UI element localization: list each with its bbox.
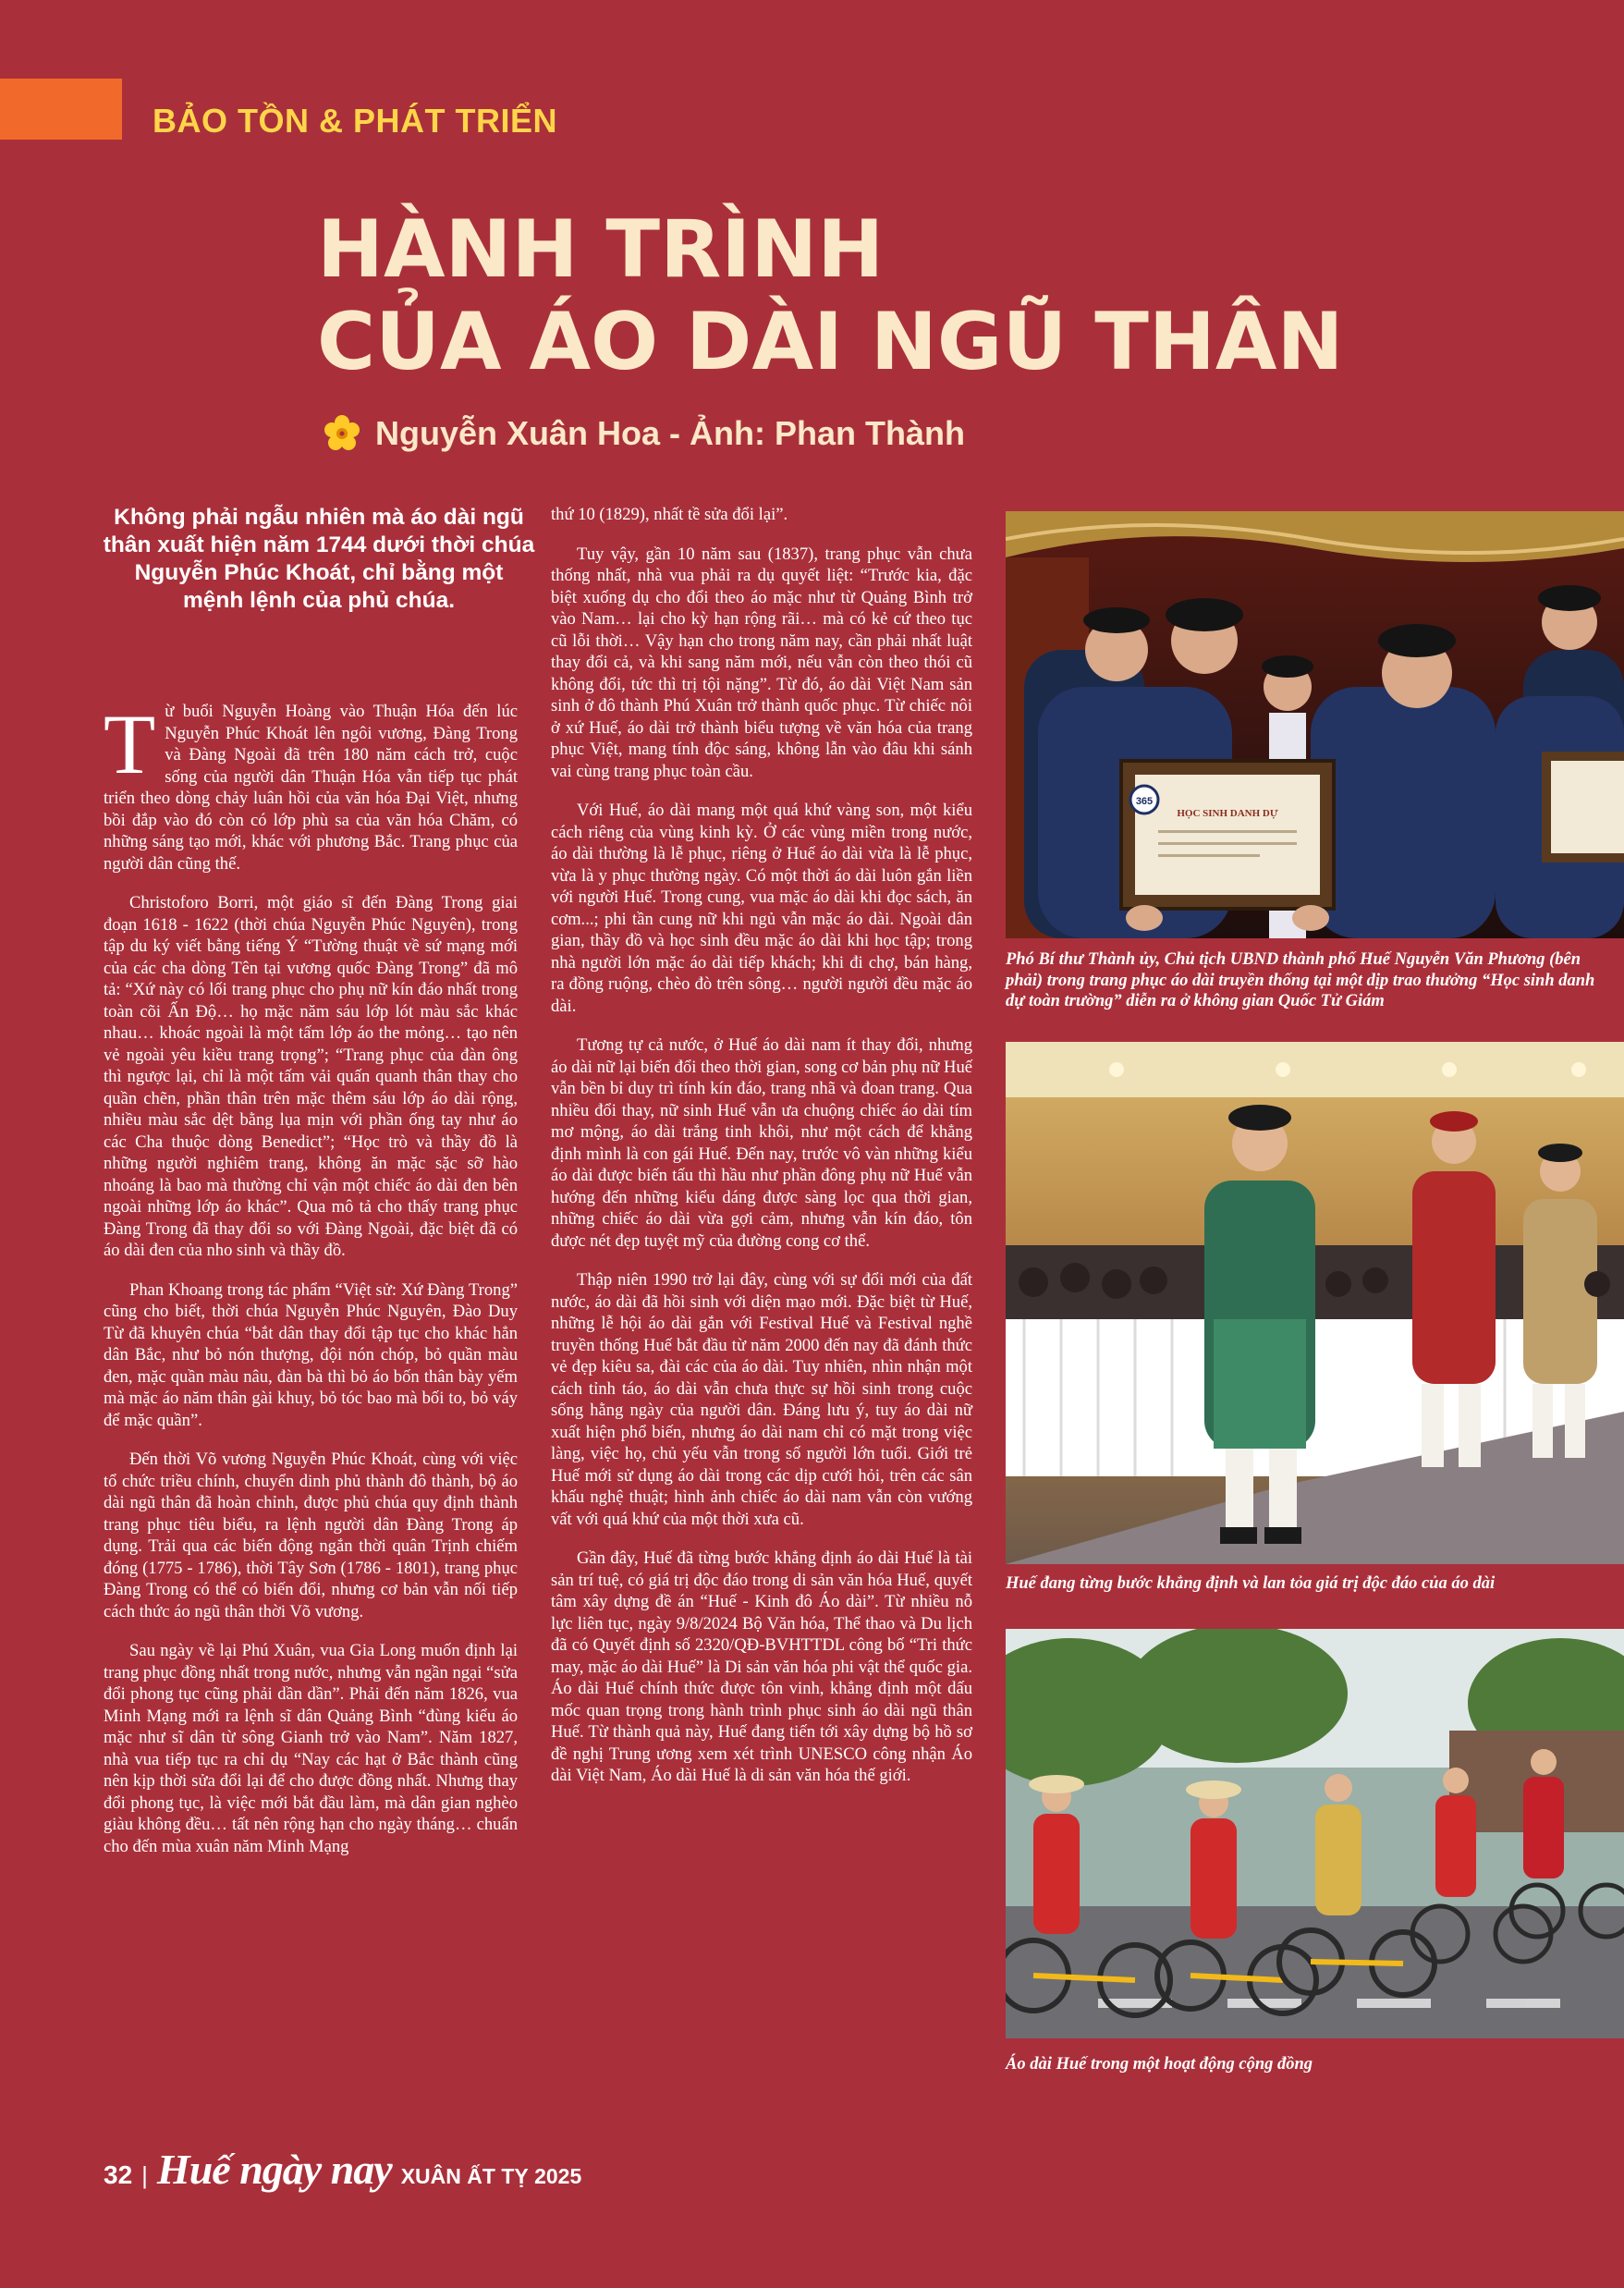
paragraph: Đến thời Võ vương Nguyễn Phúc Khoát, cùng với việc tổ chức triều chính, chuyển dinh phủ thành đô thành, bộ áo dài ngũ thân đã hoàn chỉnh, được phủ chúa quy định thành trang phục tiêu biểu, ra lệnh người dân Đàng Trong áp dụng. Trải qua các biến động ngắn thời quân Trịnh chiếm đóng (1775 - 1786), thời Tây Sơn (1786 - 1801), trang phục Đàng Trong có thể có biến đổi, nhưng cơ bản vẫn nối tiếp cách thức áo ngũ thân thời Võ vương.: [104, 1450, 518, 1621]
paragraph: Tuy vậy, gần 10 năm sau (1837), trang phục vẫn chưa thống nhất, nhà vua phải ra dụ quyết liệt: “Trước kia, đặc biệt xuống dụ cho đổi theo áo mặc như từ Quảng Bình trở vào Nam… lại cho kỳ hạn rộng rãi… mà có kẻ cứ theo tục cũ lỗi thời… Vậy hạn cho trong năm nay, cần phải nhất luật thay đổi cả, và khi sang năm mới, nếu vẫn còn theo thói cũ không đổi, tức thì trị tội nặng”. Từ đó, áo dài Việt Nam sản sinh ở đô thành Phú Xuân trở thành quốc phục. Từ chiếc nôi ở xứ Huế, áo dài trở thành biểu tượng về văn hóa của trang phục Việt, mang tính độc sáng, không lẫn vào đâu khi sánh vai cùng trang phục toàn cầu.: [551, 544, 972, 781]
paragraph: Phan Khoang trong tác phẩm “Việt sử: Xứ Đàng Trong” cũng cho biết, thời chúa Nguyễn Phúc Nguyên, Đào Duy Từ đã khuyên chúa “bắt dân thay đổi tập tục cho khác hẳn dân Bắc, như bỏ nón thượng, đội nón chóp, bỏ quần màu đen, mặc quần màu nâu, đàn bà thì bỏ áo bốn thân bày yếm mà mặc áo năm thân gài khuy, bỏ tóc bao mà bối to, bỏ váy để mặc quần”.: [104, 1279, 518, 1430]
title-line-2: CỦA ÁO DÀI NGŨ THÂN: [317, 296, 1344, 388]
paragraph: Với Huế, áo dài mang một quá khứ vàng son, một kiểu cách riêng của vùng kinh kỳ. Ở các vùng miền trong nước, áo dài thường là lễ phục, riêng ở Huế áo dài vừa là lễ phục, vừa là y phục thường ngày. Có một thời áo dài luôn gắn liền với người Huế. Trong cung, vua mặc áo dài khi đọc sách, ăn cơm...; phi tần cung nữ khi ngủ vẫn mặc áo dài. Ngoài dân gian, thầy đồ và học sinh đều mặc áo dài khi học tập; trong nhà người lớn mặc áo dài tiếp khách; khi đi chợ, bán hàng, ra đồng ruộng, chèo đò trên sông… người người đều mặc áo dài.: [551, 801, 972, 1016]
drop-cap: T: [104, 697, 156, 791]
section-marker-bar: [0, 79, 122, 140]
paragraph: [104, 697, 518, 875]
apricot-flower-icon: [324, 415, 360, 452]
photo-caption-3: Áo dài Huế trong một hoạt động cộng đồng: [1006, 2055, 1313, 2074]
magazine-logo: Huế ngày nay: [156, 2146, 392, 2193]
article-column-1: [104, 697, 518, 1875]
issue-label: XUÂN ẤT TỴ 2025: [400, 2164, 582, 2188]
certificate-title: HỌC SINH DANH DỰ: [1177, 808, 1278, 819]
section-label: BẢO TỒN & PHÁT TRIỂN: [153, 102, 557, 140]
paragraph: thứ 10 (1829), nhất tề sửa đổi lại”.: [551, 505, 788, 524]
photo-cycling-parade: [1006, 1629, 1624, 2038]
page-number: 32: [104, 2160, 133, 2189]
article-title: [317, 203, 1472, 388]
photo-caption-1: Phó Bí thư Thành ủy, Chủ tịch UBND thành phố Huế Nguyễn Văn Phương (bên phải) trong trang phục áo dài truyền thống tại một dịp trao thưởng “Học sinh danh dự toàn trường” diễn ra ở không gian Quốc Tử Giám: [1006, 950, 1595, 1010]
article-column-2: [551, 504, 972, 1805]
lead-paragraph: Không phải ngẫu nhiên mà áo dài ngũ thân xuất hiện năm 1744 dưới thời chúa Nguyễn Phúc Khoát, chỉ bằng một mệnh lệnh của phủ chúa.: [103, 505, 535, 613]
byline: [324, 413, 965, 454]
paragraph: Thập niên 1990 trở lại đây, cùng với sự đổi mới của đất nước, áo dài đã hồi sinh với diện mạo mới. Đặc biệt từ Huế, những lễ hội áo dài gắn với Festival Huế và Festival nghề truyền thống Huế bắt đầu từ năm 2000 đến nay đã đánh thức vẻ đẹp kiêu sa, đài các của áo dài. Tuy nhiên, nhìn nhận một cách tỉnh táo, áo dài vẫn chưa thực sự hồi sinh trong cuộc sống hằng ngày của người dân. Đáng lưu ý, tuy áo dài nữ xuất hiện phổ biến, nhưng áo dài nam chỉ có mặt trong việc làng, việc họ, chủ yếu vẫn trong số người lớn tuổi. Giới trẻ Huế mới sử dụng áo dài trong các dịp cưới hỏi, trên các sân khấu nghệ thuật; hình ảnh chiếc áo dài nam vẫn còn vướng vất với quá khứ của một thời xưa cũ.: [551, 1270, 972, 1529]
paragraph: Gần đây, Huế đã từng bước khẳng định áo dài Huế là tài sản trí tuệ, có giá trị độc đáo trong di sản văn hóa Huế, quyết tâm xây dựng đề án “Huế - Kinh đô Áo dài”. Từ nhiều nỗ lực liên tục, ngày 9/8/2024 Bộ Văn hóa, Thể thao và Du lịch đã có Quyết định số 2320/QĐ-BVHTTDL công bố “Tri thức may, mặc áo dài Huế” là Di sản văn hóa phi vật thể quốc gia. Áo dài Huế chính thức được tôn vinh, khẳng định một dấu mốc quan trọng trong hành trình phục sinh áo dài ngũ thân Huế. Từ thành quả này, Huế đang tiến tới xây dựng bộ hồ sơ đề nghị Trung ương xem xét trình UNESCO công nhận Áo dài Việt Nam, Áo dài Huế là di sản văn hóa thế giới.: [551, 1548, 972, 1785]
footer-separator: |: [141, 2161, 148, 2189]
paragraph-text: ừ buổi Nguyễn Hoàng vào Thuận Hóa đến lúc Nguyễn Phúc Khoát lên ngôi vương, Đàng Trong và Đàng Ngoài đã trên 180 năm cách trở, cuộc sống của người dân Thuận Hóa vẫn tiếp tục phát triển theo dòng chảy luân hồi của văn hóa Đại Việt, nhưng bồi đắp vào đó còn có lớp phù sa của văn hóa Chăm, có những sáng tạo mới, khác với phương Bắc. Trang phục của người dân cũng thế.: [104, 702, 518, 874]
badge-number: 365: [1135, 796, 1154, 807]
photo-award-ceremony: [1006, 511, 1624, 938]
paragraph: Sau ngày về lại Phú Xuân, vua Gia Long muốn định lại trang phục đồng nhất trong nước, nhưng vẫn ngần ngại “sửa đổi phong tục cũng phải dần dần”. Phải đến năm 1826, vua Minh Mạng mới ra lệnh sĩ dân Quảng Bình “đùng kiểu áo mặc như sĩ dân từ sông Gianh trở vào Nam”. Năm 1827, nhà vua tiếp tục ra chỉ dụ “Nay các hạt ở Bắc thành cũng nên kịp thời sửa đổi lại để cho được đồng nhất. Nhưng thay đổi phong tục, là việc mới bắt đầu làm, mà dân gian nghèo giàu không đều… tất nên rộng hạn cho ngày tháng… chuẩn cho đến mùa xuân năm Minh Mạng: [104, 1641, 518, 1856]
title-line-1: HÀNH TRÌNH: [317, 203, 885, 296]
photo-fashion-show: [1006, 1042, 1624, 1564]
paragraph: Christoforo Borri, một giáo sĩ đến Đàng Trong giai đoạn 1618 - 1622 (thời chúa Nguyễn Phúc Nguyên), trong tập du ký viết bằng tiếng Ý “Tường thuật về sứ mạng mới của các cha dòng Tên tại vương quốc Đàng Trong” đã mô tả: “Xứ này có lối trang phục cho phụ nữ kín đáo nhất trong toàn cõi Ấn Độ… họ mặc năm sáu lớp lót màu sắc khác nhau… khoác ngoài là một tấm lớp áo the mỏng… tạo nên vẻ ngoài yêu kiều trang trọng”; “Trang phục của đàn ông thì ngược lại, chỉ là một tấm vải quấn quanh thân thay cho quần chẽn, phần thân trên mặc thêm sáu lớp áo dài rộng, nhiều màu sắc dệt bằng lụa mịn với phần ống tay như áo các Cha thuộc dòng Benedict”; “Học trò và thầy đồ là những người nghiêm trang, không ăn mặc sặc sỡ hào nhoáng là bao mà thường chỉ vận một chiếc áo dài đen bên ngoài những lớp áo khác”. Qua mô tả cho thấy trang phục Đàng Trong đã thay đổi so với Đàng Ngoài, đặc biệt đã có áo dài đen của nho sinh và thầy đồ.: [104, 893, 518, 1260]
photo-caption-2: Huế đang từng bước khẳng định và lan tỏa giá trị độc đáo của áo dài: [1006, 1574, 1496, 1593]
page-footer: [104, 2145, 581, 2194]
paragraph: Tương tự cả nước, ở Huế áo dài nam ít thay đổi, nhưng áo dài nữ lại biến đổi theo thời gian, song cơ bản phụ nữ Huế vẫn bền bỉ duy trì tính kín đáo, trang nhã và đoan trang. Qua nhiều đổi thay, nữ sinh Huế vẫn ưa chuộng chiếc áo dài tím mơ mộng, áo dài trắng tinh khôi, như một cách để khẳng định mình là con gái Huế. Đến nay, trước vô vàn những kiểu áo dài được biến tấu thì hầu như phần đông phụ nữ Huế vẫn hướng đến những kiểu dáng được sàng lọc qua thời gian, những chiếc áo dài vừa gợi cảm, nhưng vẫn kín đáo, tôn được nét đẹp tuyệt mỹ của đường cong cơ thể.: [551, 1035, 972, 1251]
byline-text: Nguyễn Xuân Hoa - Ảnh: Phan Thành: [375, 414, 965, 452]
